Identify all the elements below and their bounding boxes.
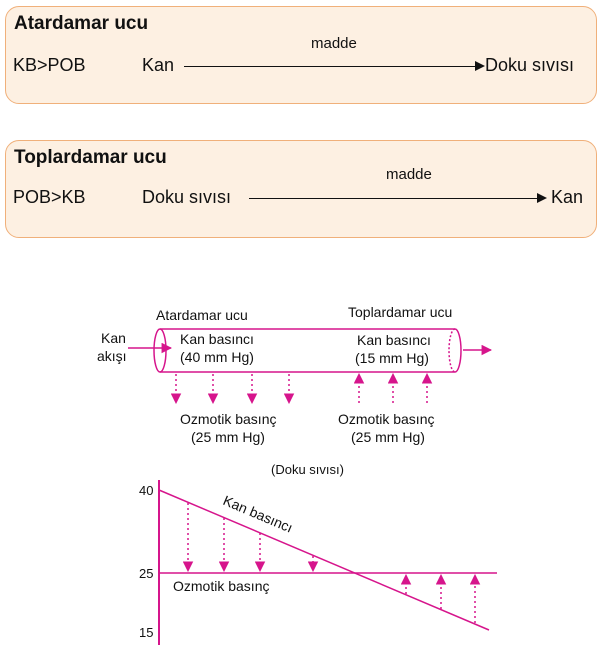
vein-flow-from: Doku sıvısı (142, 187, 232, 207)
vein-osmotic-line1: Ozmotik basınç (338, 411, 435, 427)
artery-blood-pressure-line2: (40 mm Hg) (180, 349, 254, 365)
vein-osmotic-line2: (25 mm Hg) (351, 429, 425, 445)
vein-condition: POB>KB (13, 187, 86, 207)
osmotic-graph-label: Ozmotik basınç (173, 578, 270, 594)
tissue-fluid-label: (Doku sıvısı) (271, 462, 344, 477)
vein-end-label: Toplardamar ucu (348, 304, 453, 320)
y-tick-40: 40 (139, 483, 154, 498)
artery-condition: KB>POB (13, 55, 86, 75)
filtration-arrows (176, 374, 289, 403)
blood-pressure-graph-label: Kan basıncı (220, 492, 296, 536)
artery-blood-pressure-line1: Kan basıncı (180, 331, 254, 347)
vein-end-title: Toplardamar ucu (14, 147, 167, 168)
artery-end-label: Atardamar ucu (156, 307, 248, 323)
y-tick-15: 15 (139, 625, 154, 640)
blood-pressure-line (159, 490, 489, 630)
blood-flow-label-line1: Kan (101, 330, 126, 346)
vein-flow-over-label: madde (386, 166, 432, 183)
artery-flow-from: Kan (142, 55, 175, 75)
vein-blood-pressure-line1: Kan basıncı (357, 332, 431, 348)
artery-flow-over-label: madde (311, 35, 357, 52)
artery-end-title: Atardamar ucu (14, 13, 149, 34)
vein-blood-pressure-line2: (15 mm Hg) (355, 350, 429, 366)
artery-flow-to: Doku sıvısı (485, 55, 575, 75)
y-tick-25: 25 (139, 566, 154, 581)
vein-flow-to: Kan (551, 187, 584, 207)
artery-osmotic-line1: Ozmotik basınç (180, 411, 277, 427)
reabsorption-arrows (359, 374, 427, 403)
artery-osmotic-line2: (25 mm Hg) (191, 429, 265, 445)
blood-flow-label-line2: akışı (97, 348, 127, 364)
